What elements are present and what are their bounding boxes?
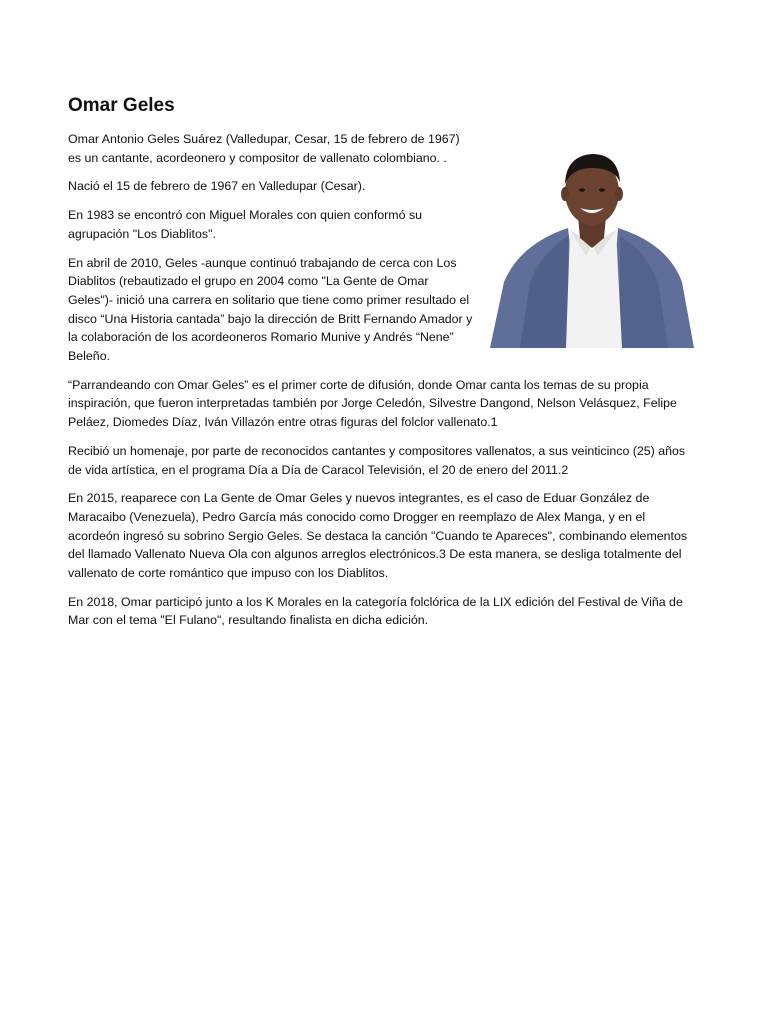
page-title: Omar Geles — [68, 95, 175, 116]
article-body — [68, 130, 694, 640]
paragraph-2015: En 2015, reaparece con La Gente de Omar Geles y nuevos integrantes, es el caso de Eduar González de Maracaibo (Venezuela), Pedro García más conocido como Drogger en reemplazo de Alex Manga, y en el acordeón ingresó su sobrino Sergio Geles. Se destaca la canción "Cuando te Apareces", combinando elementos del llamado Vallenato Nueva Ola con algunos arreglos electrónicos.3 De esta manera, se desliga totalmente del vallenato de corte romántico que impuso con los Diablitos. — [68, 491, 688, 581]
paragraph-parrandeando: “Parrandeando con Omar Geles” es el primer corte de difusión, donde Omar canta los temas de su propia inspiración, que fueron interpretadas también por Jorge Celedón, Silvestre Dangond, Nelson Velásquez, Felipe Peláez, Diomedes Díaz, Iván Villazón entre otras figuras del folclor vallenato.1 — [68, 377, 677, 430]
portrait-illustration — [490, 132, 694, 348]
paragraph-intro: Omar Antonio Geles Suárez (Valledupar, Cesar, 15 de febrero de 1967) es un cantante, acordeonero y compositor de vallenato colombiano. . — [68, 132, 460, 165]
portrait-photo — [490, 132, 694, 348]
paragraph-solo-career: En abril de 2010, Geles -aunque continuó trabajando de cerca con Los Diablitos (rebautizado el grupo en 2004 como "La Gente de Omar Geles")- inició una carrera en solitario que tiene como primer resultado el disco “Una Historia cantada” bajo la dirección de Britt Fernando Amador y la colaboración de los acordeoneros Romario Munive y Andrés “Nene” Beleño. — [68, 255, 473, 364]
paragraph-diablitos: En 1983 se encontró con Miguel Morales con quien conformó su agrupación "Los Diablitos". — [68, 208, 423, 241]
paragraph-2018: En 2018, Omar participó junto a los K Morales en la categoría folclórica de la LIX edición del Festival de Viña de Mar con el tema "El Fulano", resultando finalista en dicha edición. — [68, 594, 683, 628]
paragraph-homenaje: Recibió un homenaje, por parte de reconocidos cantantes y compositores vallenatos, a sus veinticinco (25) años de vida artística, en el programa Día a Día de Caracol Televisión, el 20 de enero del 2011.2 — [68, 443, 686, 477]
paragraph-birth: Nació el 15 de febrero de 1967 en Valledupar (Cesar). — [68, 179, 366, 194]
